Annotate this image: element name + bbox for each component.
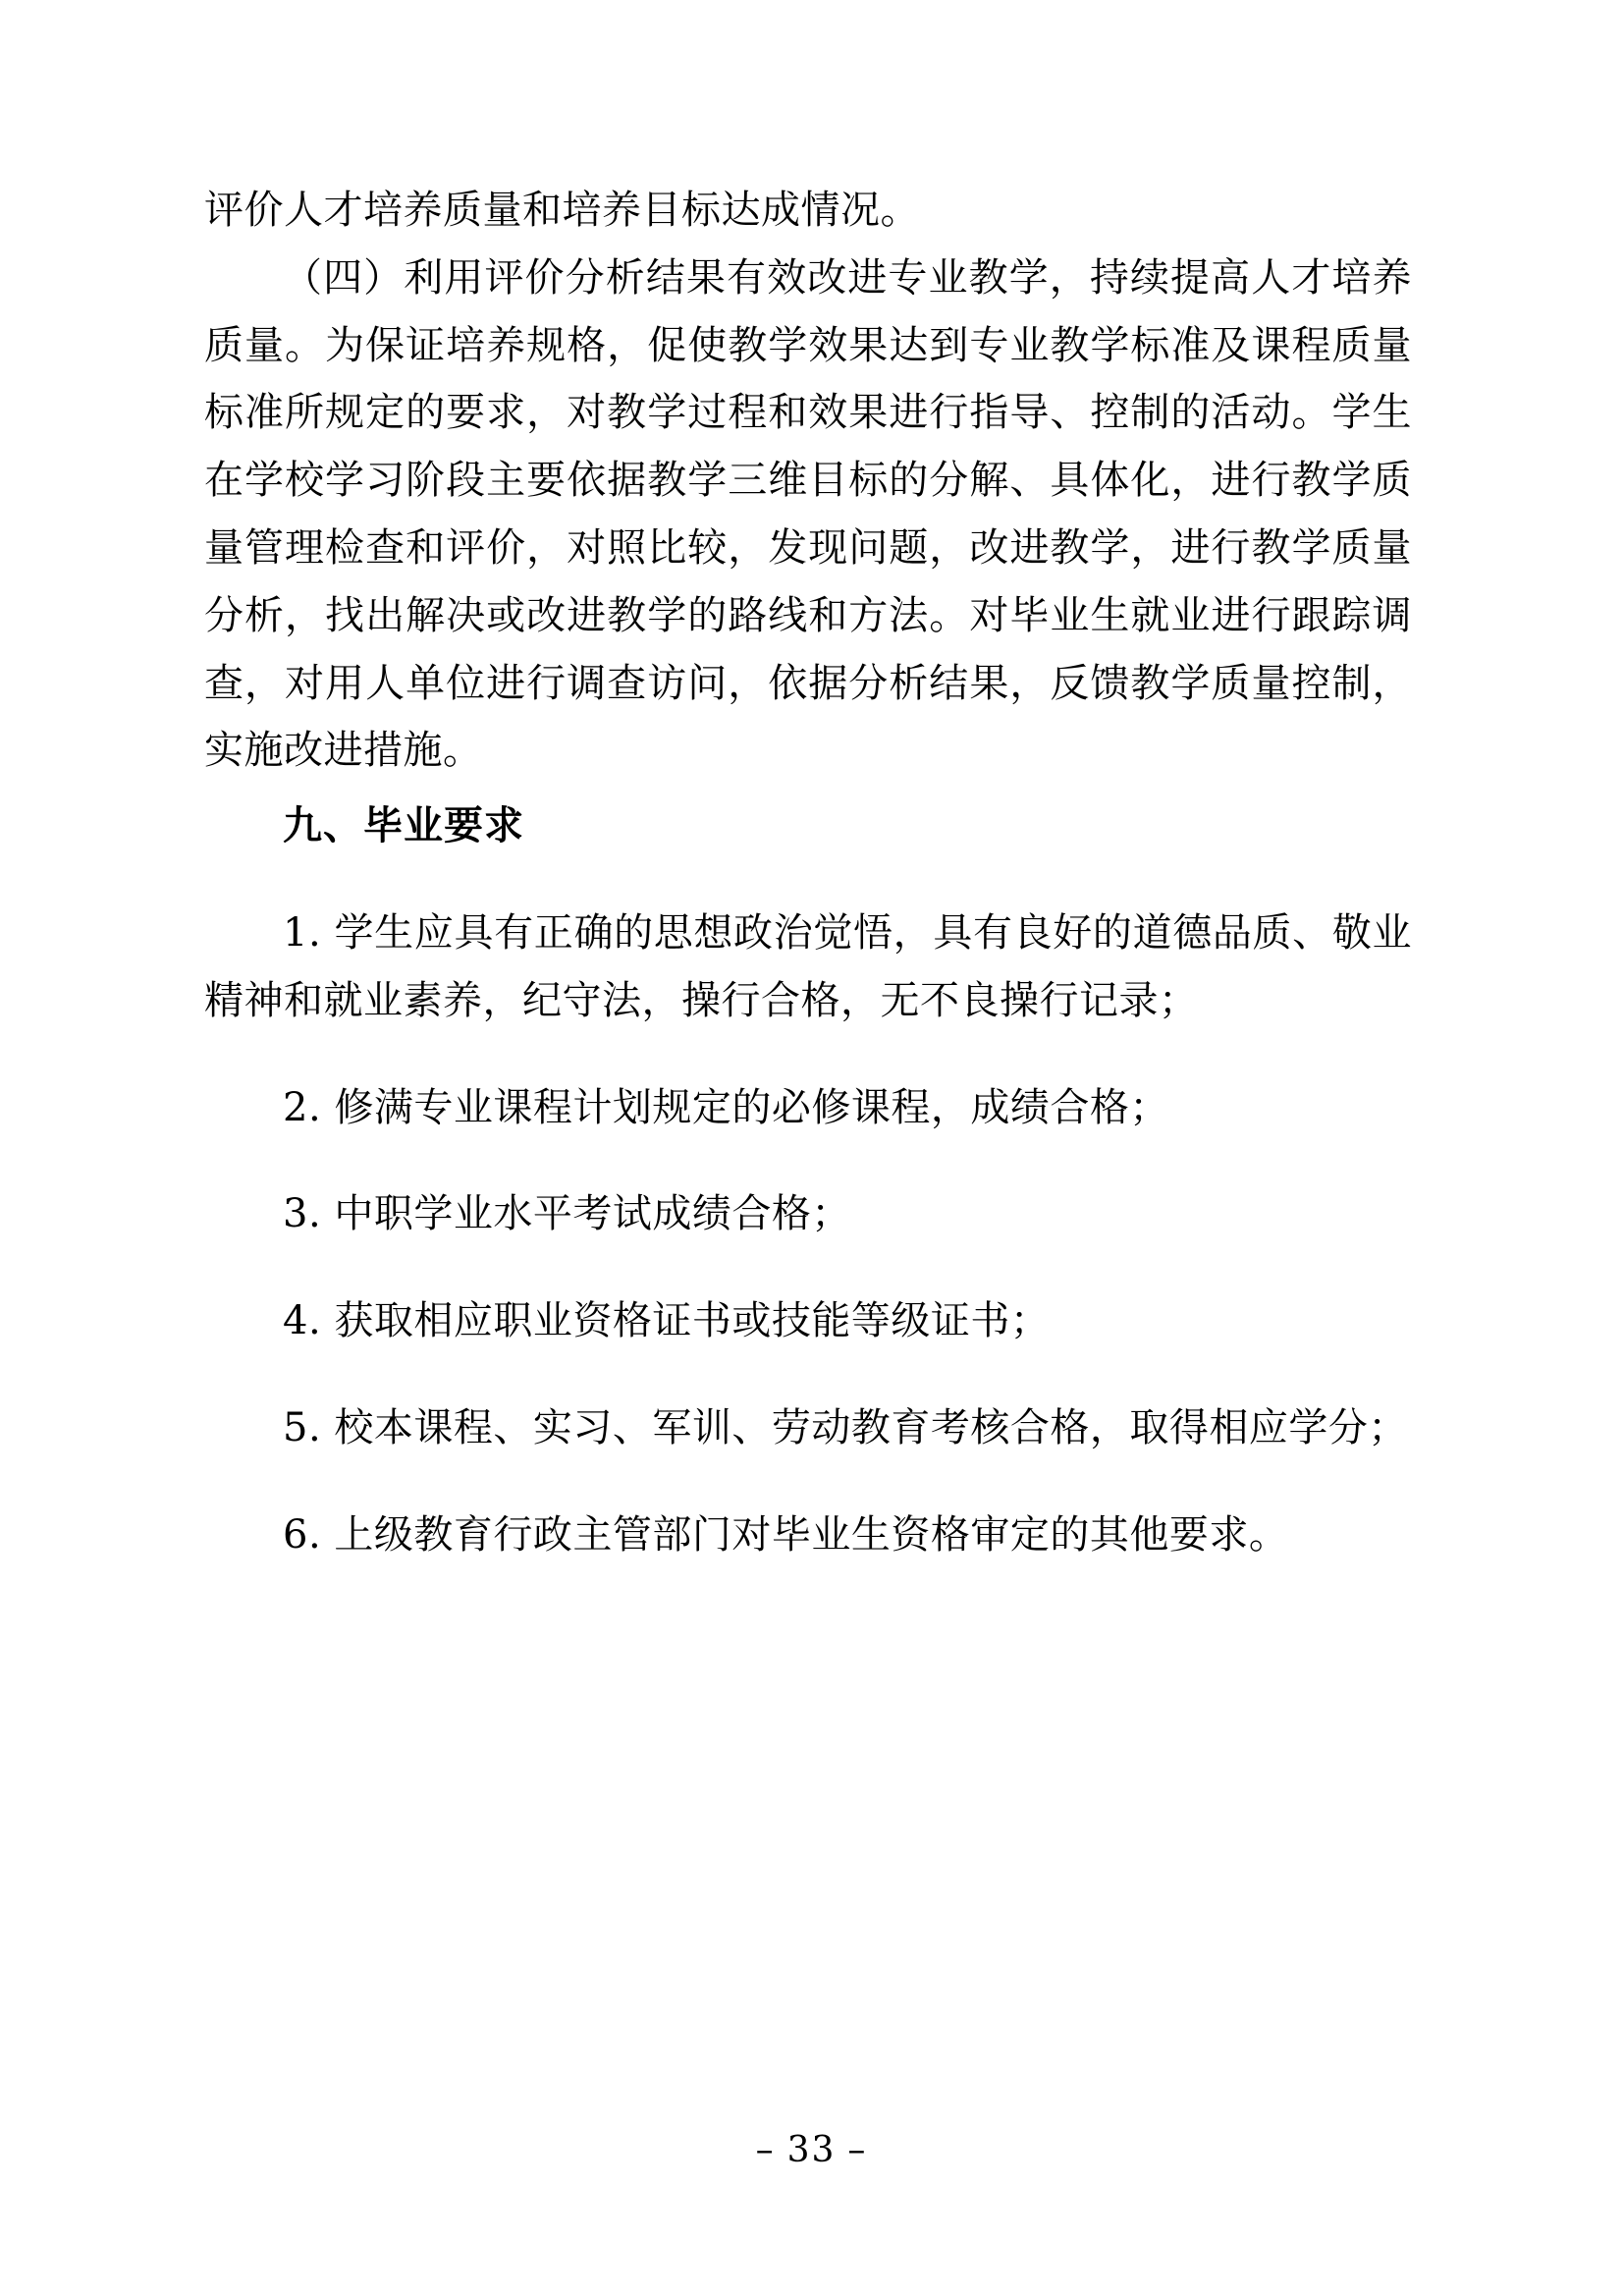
footer-dash-left: –	[755, 2130, 776, 2170]
page-number: 33	[786, 2130, 837, 2170]
continuation-paragraph: 评价人才培养质量和培养目标达成情况。	[204, 188, 920, 233]
section-heading-graduation-requirements: 九、毕业要求	[283, 802, 524, 849]
requirement-item-5: 5. 校本课程、实习、军训、劳动教育考核合格，取得相应学分；	[283, 1404, 1408, 1450]
requirement-item-4: 4. 获取相应职业资格证书或技能等级证书；	[283, 1298, 1051, 1344]
requirement-item-2: 2. 修满专业课程计划规定的必修课程，成绩合格；	[283, 1084, 1169, 1130]
page-content	[204, 177, 1412, 1609]
requirement-item-6: 6. 上级教育行政主管部门对毕业生资格审定的其他要求。	[283, 1511, 1289, 1558]
requirement-item-1: 1. 学生应具有正确的思想政治觉悟，具有良好的道德品质、敬业精神和就业素养，纪守法，操行合格，无不良操行记录；	[204, 909, 1412, 1023]
paragraph-four: （四）利用评价分析结果有效改进专业教学，持续提高人才培养质量。为保证培养规格，促使教学效果达到专业教学标准及课程质量标准所规定的要求，对教学过程和效果进行指导、控制的活动。学生在学校学习阶段主要依据教学三维目标的分解、具体化，进行教学质量管理检查和评价，对照比较，发现问题，改进教学，进行教学质量分析，找出解决或改进教学的路线和方法。对毕业生就业进行跟踪调查，对用人单位进行调查访问，依据分析结果，反馈教学质量控制，实施改进措施。	[204, 254, 1412, 774]
requirement-item-3: 3. 中职学业水平考试成绩合格；	[283, 1191, 851, 1237]
footer-dash-right: –	[847, 2130, 868, 2170]
page-footer	[0, 2130, 1623, 2170]
